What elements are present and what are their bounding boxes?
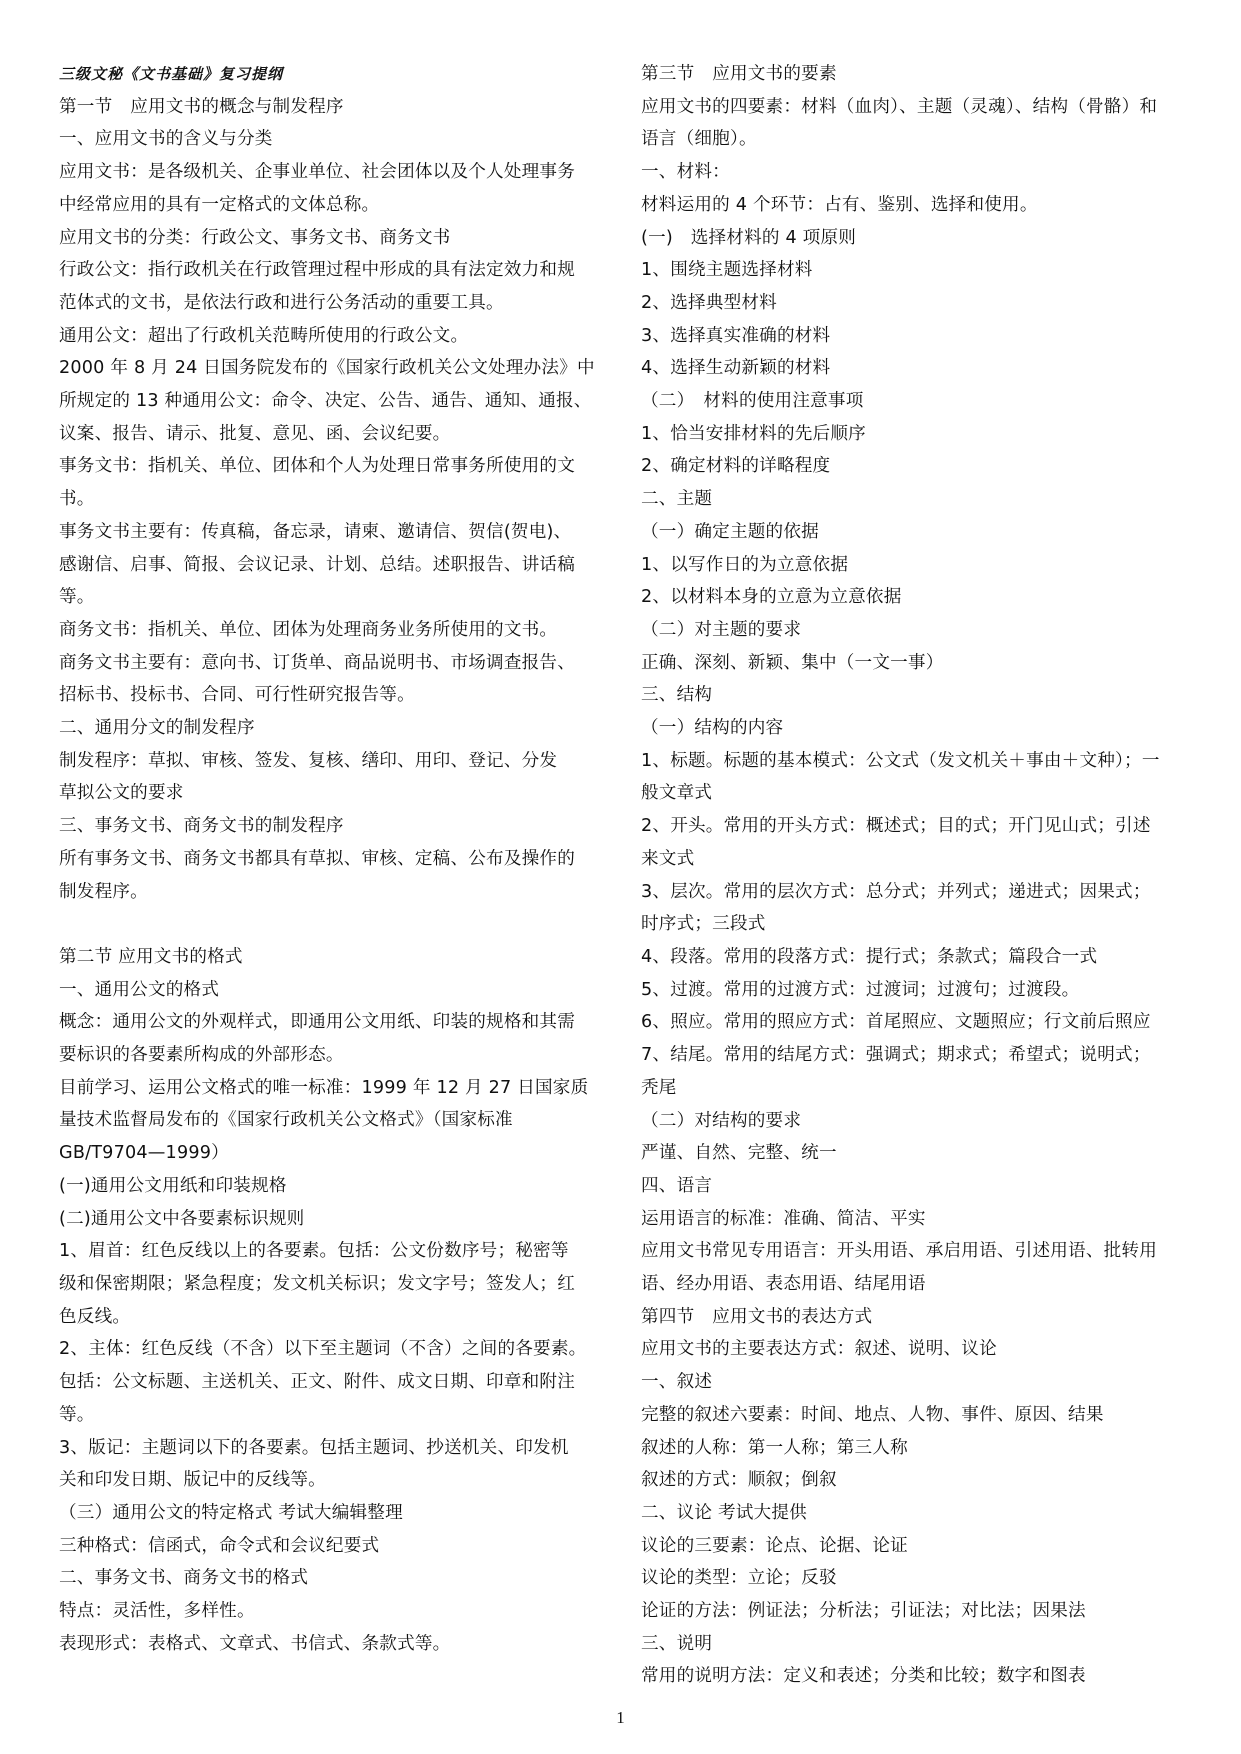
text-line: 中经常应用的具有一定格式的文体总称。 bbox=[59, 194, 380, 215]
text-line: 商务文书主要有：意向书、订货单、商品说明书、市场调查报告、 bbox=[59, 652, 576, 673]
document-title: 三级文秘《文书基础》复习提纲 bbox=[59, 65, 284, 83]
text-line: 叙述的人称：第一人称；第三人称 bbox=[641, 1437, 908, 1458]
text-line: (一)通用公文用纸和印装规格 bbox=[59, 1175, 287, 1196]
text-line: 1、围绕主题选择材料 bbox=[641, 260, 813, 281]
text-line: 招标书、投标书、合同、可行性研究报告等。 bbox=[59, 685, 415, 706]
text-line: 概念：通用公文的外观样式，即通用公文用纸、印装的规格和其需 bbox=[59, 1012, 576, 1033]
text-line: 量技术监督局发布的《国家行政机关公文格式》（国家标准 bbox=[59, 1110, 513, 1131]
text-line: 秃尾 bbox=[641, 1077, 677, 1098]
text-line: 三、结构 bbox=[641, 685, 713, 706]
text-line: 事务文书主要有：传真稿，备忘录，请柬、邀请信、贺信(贺电)、 bbox=[59, 521, 572, 542]
text-line: 2、主体：红色反线（不含）以下至主题词（不含）之间的各要素。 bbox=[59, 1339, 587, 1360]
text-line: 2、确定材料的详略程度 bbox=[641, 456, 831, 477]
text-line: 议论的类型：立论；反驳 bbox=[641, 1568, 837, 1589]
text-line: 行政公文：指行政机关在行政管理过程中形成的具有法定效力和规 bbox=[59, 260, 576, 281]
text-line: 2000 年 8 月 24 日国务院发布的《国家行政机关公文处理办法》中 bbox=[59, 358, 595, 379]
text-line: 二、主题 bbox=[641, 489, 713, 510]
text-line: 通用公文：超出了行政机关范畴所使用的行政公文。 bbox=[59, 325, 469, 346]
text-line: 所规定的 13 种通用公文：命令、决定、公告、通告、通知、通报、 bbox=[59, 391, 592, 412]
text-line: 色反线。 bbox=[59, 1306, 131, 1327]
text-line: 来文式 bbox=[641, 848, 695, 869]
text-line: 二、通用分文的制发程序 bbox=[59, 718, 255, 739]
text-line: 论证的方法：例证法；分析法；引证法；对比法；因果法 bbox=[641, 1601, 1086, 1622]
text-line: 第四节 应用文书的表达方式 bbox=[641, 1306, 873, 1327]
text-line: 2、选择典型材料 bbox=[641, 292, 777, 313]
text-line: 应用文书常见专用语言：开头用语、承启用语、引述用语、批转用 bbox=[641, 1241, 1158, 1262]
text-line: 运用语言的标准：准确、简洁、平实 bbox=[641, 1208, 926, 1229]
text-line: 包括：公文标题、主送机关、正文、附件、成文日期、印章和附注 bbox=[59, 1372, 576, 1393]
text-line: 正确、深刻、新颖、集中（一文一事） bbox=[641, 652, 944, 673]
text-line: 级和保密期限；紧急程度；发文机关标识；发文字号；签发人；红 bbox=[59, 1274, 576, 1294]
text-line: 6、照应。常用的照应方式：首尾照应、文题照应；行文前后照应 bbox=[641, 1012, 1151, 1033]
text-line: 范体式的文书，是依法行政和进行公务活动的重要工具。 bbox=[59, 292, 504, 313]
text-line: (二)通用公文中各要素标识规则 bbox=[59, 1208, 305, 1229]
text-line: 三、事务文书、商务文书的制发程序 bbox=[59, 816, 344, 837]
text-line: 1、标题。标题的基本模式：公文式（发文机关＋事由＋文种）；一 bbox=[641, 750, 1160, 771]
text-line: 1、恰当安排材料的先后顺序 bbox=[641, 423, 866, 444]
text-line: 应用文书的主要表达方式：叙述、说明、议论 bbox=[641, 1339, 997, 1360]
text-line: 要标识的各要素所构成的外部形态。 bbox=[59, 1045, 344, 1066]
text-line: 应用文书：是各级机关、企事业单位、社会团体以及个人处理事务 bbox=[59, 162, 576, 183]
text-line: 应用文书的分类：行政公文、事务文书、商务文书 bbox=[59, 227, 451, 248]
text-line: 第二节 应用文书的格式 bbox=[59, 946, 243, 967]
left-column bbox=[59, 58, 607, 1660]
text-line: 商务文书：指机关、单位、团体为处理商务业务所使用的文书。 bbox=[59, 619, 558, 640]
text-line: （二） 材料的使用注意事项 bbox=[641, 391, 864, 412]
text-line: 四、语言 bbox=[641, 1175, 713, 1196]
text-line: 等。 bbox=[59, 1404, 95, 1425]
text-line: 应用文书的四要素：材料（血肉）、主题（灵魂）、结构（骨骼）和 bbox=[641, 96, 1158, 117]
text-line: 一、材料： bbox=[641, 162, 730, 183]
text-line: 一、通用公文的格式 bbox=[59, 979, 220, 1000]
text-line: 制发程序。 bbox=[59, 881, 148, 902]
text-line: 等。 bbox=[59, 587, 95, 608]
text-line: 叙述的方式：顺叙；倒叙 bbox=[641, 1470, 837, 1491]
text-line: 1、眉首：红色反线以上的各要素。包括：公文份数序号；秘密等 bbox=[59, 1241, 569, 1262]
text-line: 2、开头。常用的开头方式：概述式；目的式；开门见山式；引述 bbox=[641, 816, 1151, 837]
text-line: 时序式；三段式 bbox=[641, 914, 766, 935]
text-line: （三）通用公文的特定格式 考试大编辑整理 bbox=[59, 1502, 403, 1523]
text-line: (一) 选择材料的 4 项原则 bbox=[641, 227, 857, 248]
text-line: 议论的三要素：论点、论据、论证 bbox=[641, 1535, 908, 1556]
text-line: （二）对主题的要求 bbox=[641, 619, 802, 640]
text-line: 严谨、自然、完整、统一 bbox=[641, 1143, 837, 1164]
text-line: 材料运用的 4 个环节：占有、鉴别、选择和使用。 bbox=[641, 194, 1038, 215]
page-number: 1 bbox=[616, 1708, 625, 1727]
text-line: 事务文书：指机关、单位、团体和个人为处理日常事务所使用的文 bbox=[59, 456, 576, 477]
text-line: 1、以写作日的为立意依据 bbox=[641, 554, 849, 575]
text-line: 语言（细胞）。 bbox=[641, 129, 757, 150]
text-line: 4、段落。常用的段落方式：提行式；条款式；篇段合一式 bbox=[641, 946, 1098, 967]
text-line: 2、以材料本身的立意为立意依据 bbox=[641, 587, 902, 608]
text-line: 第一节 应用文书的概念与制发程序 bbox=[59, 96, 344, 117]
text-line: （一）结构的内容 bbox=[641, 718, 784, 739]
text-line: GB/T9704—1999） bbox=[59, 1143, 229, 1164]
text-line: 一、叙述 bbox=[641, 1372, 713, 1393]
text-line: 关和印发日期、版记中的反线等。 bbox=[59, 1470, 326, 1491]
text-line: 三、说明 bbox=[641, 1633, 713, 1654]
text-line: 第三节 应用文书的要素 bbox=[641, 64, 837, 84]
text-line: 感谢信、启事、简报、会议记录、计划、总结。述职报告、讲话稿 bbox=[59, 554, 576, 575]
text-line: 二、事务文书、商务文书的格式 bbox=[59, 1568, 309, 1589]
text-line: 7、结尾。常用的结尾方式：强调式；期求式；希望式；说明式； bbox=[641, 1045, 1151, 1066]
text-line: 二、议论 考试大提供 bbox=[641, 1502, 807, 1523]
text-line: 3、层次。常用的层次方式：总分式；并列式；递进式；因果式； bbox=[641, 881, 1151, 902]
text-line: （二）对结构的要求 bbox=[641, 1110, 802, 1131]
text-line: 语、经办用语、表态用语、结尾用语 bbox=[641, 1274, 926, 1295]
right-column bbox=[641, 58, 1201, 1693]
text-line: 表现形式：表格式、文章式、书信式、条款式等。 bbox=[59, 1633, 451, 1654]
text-line: 般文章式 bbox=[641, 783, 713, 804]
text-line: 三种格式：信函式，命令式和会议纪要式 bbox=[59, 1535, 380, 1556]
text-line bbox=[59, 908, 607, 941]
text-line: 5、过渡。常用的过渡方式：过渡词；过渡句；过渡段。 bbox=[641, 979, 1080, 1000]
text-line: （一）确定主题的依据 bbox=[641, 521, 819, 542]
text-line: 目前学习、运用公文格式的唯一标准：1999 年 12 月 27 日国家质 bbox=[59, 1077, 589, 1098]
text-line: 常用的说明方法：定义和表述；分类和比较；数字和图表 bbox=[641, 1666, 1086, 1687]
text-line: 所有事务文书、商务文书都具有草拟、审核、定稿、公布及操作的 bbox=[59, 848, 576, 869]
text-line: 议案、报告、请示、批复、意见、函、会议纪要。 bbox=[59, 423, 451, 444]
text-line: 4、选择生动新颖的材料 bbox=[641, 358, 831, 379]
text-line: 制发程序：草拟、审核、签发、复核、缮印、用印、登记、分发 bbox=[59, 750, 558, 771]
text-line: 3、版记：主题词以下的各要素。包括主题词、抄送机关、印发机 bbox=[59, 1437, 569, 1458]
text-line: 3、选择真实准确的材料 bbox=[641, 325, 831, 346]
text-line: 特点：灵活性，多样性。 bbox=[59, 1601, 255, 1622]
text-line: 书。 bbox=[59, 489, 95, 510]
text-line: 完整的叙述六要素：时间、地点、人物、事件、原因、结果 bbox=[641, 1404, 1104, 1425]
text-line: 一、应用文书的含义与分类 bbox=[59, 129, 273, 150]
text-line: 草拟公文的要求 bbox=[59, 783, 184, 804]
